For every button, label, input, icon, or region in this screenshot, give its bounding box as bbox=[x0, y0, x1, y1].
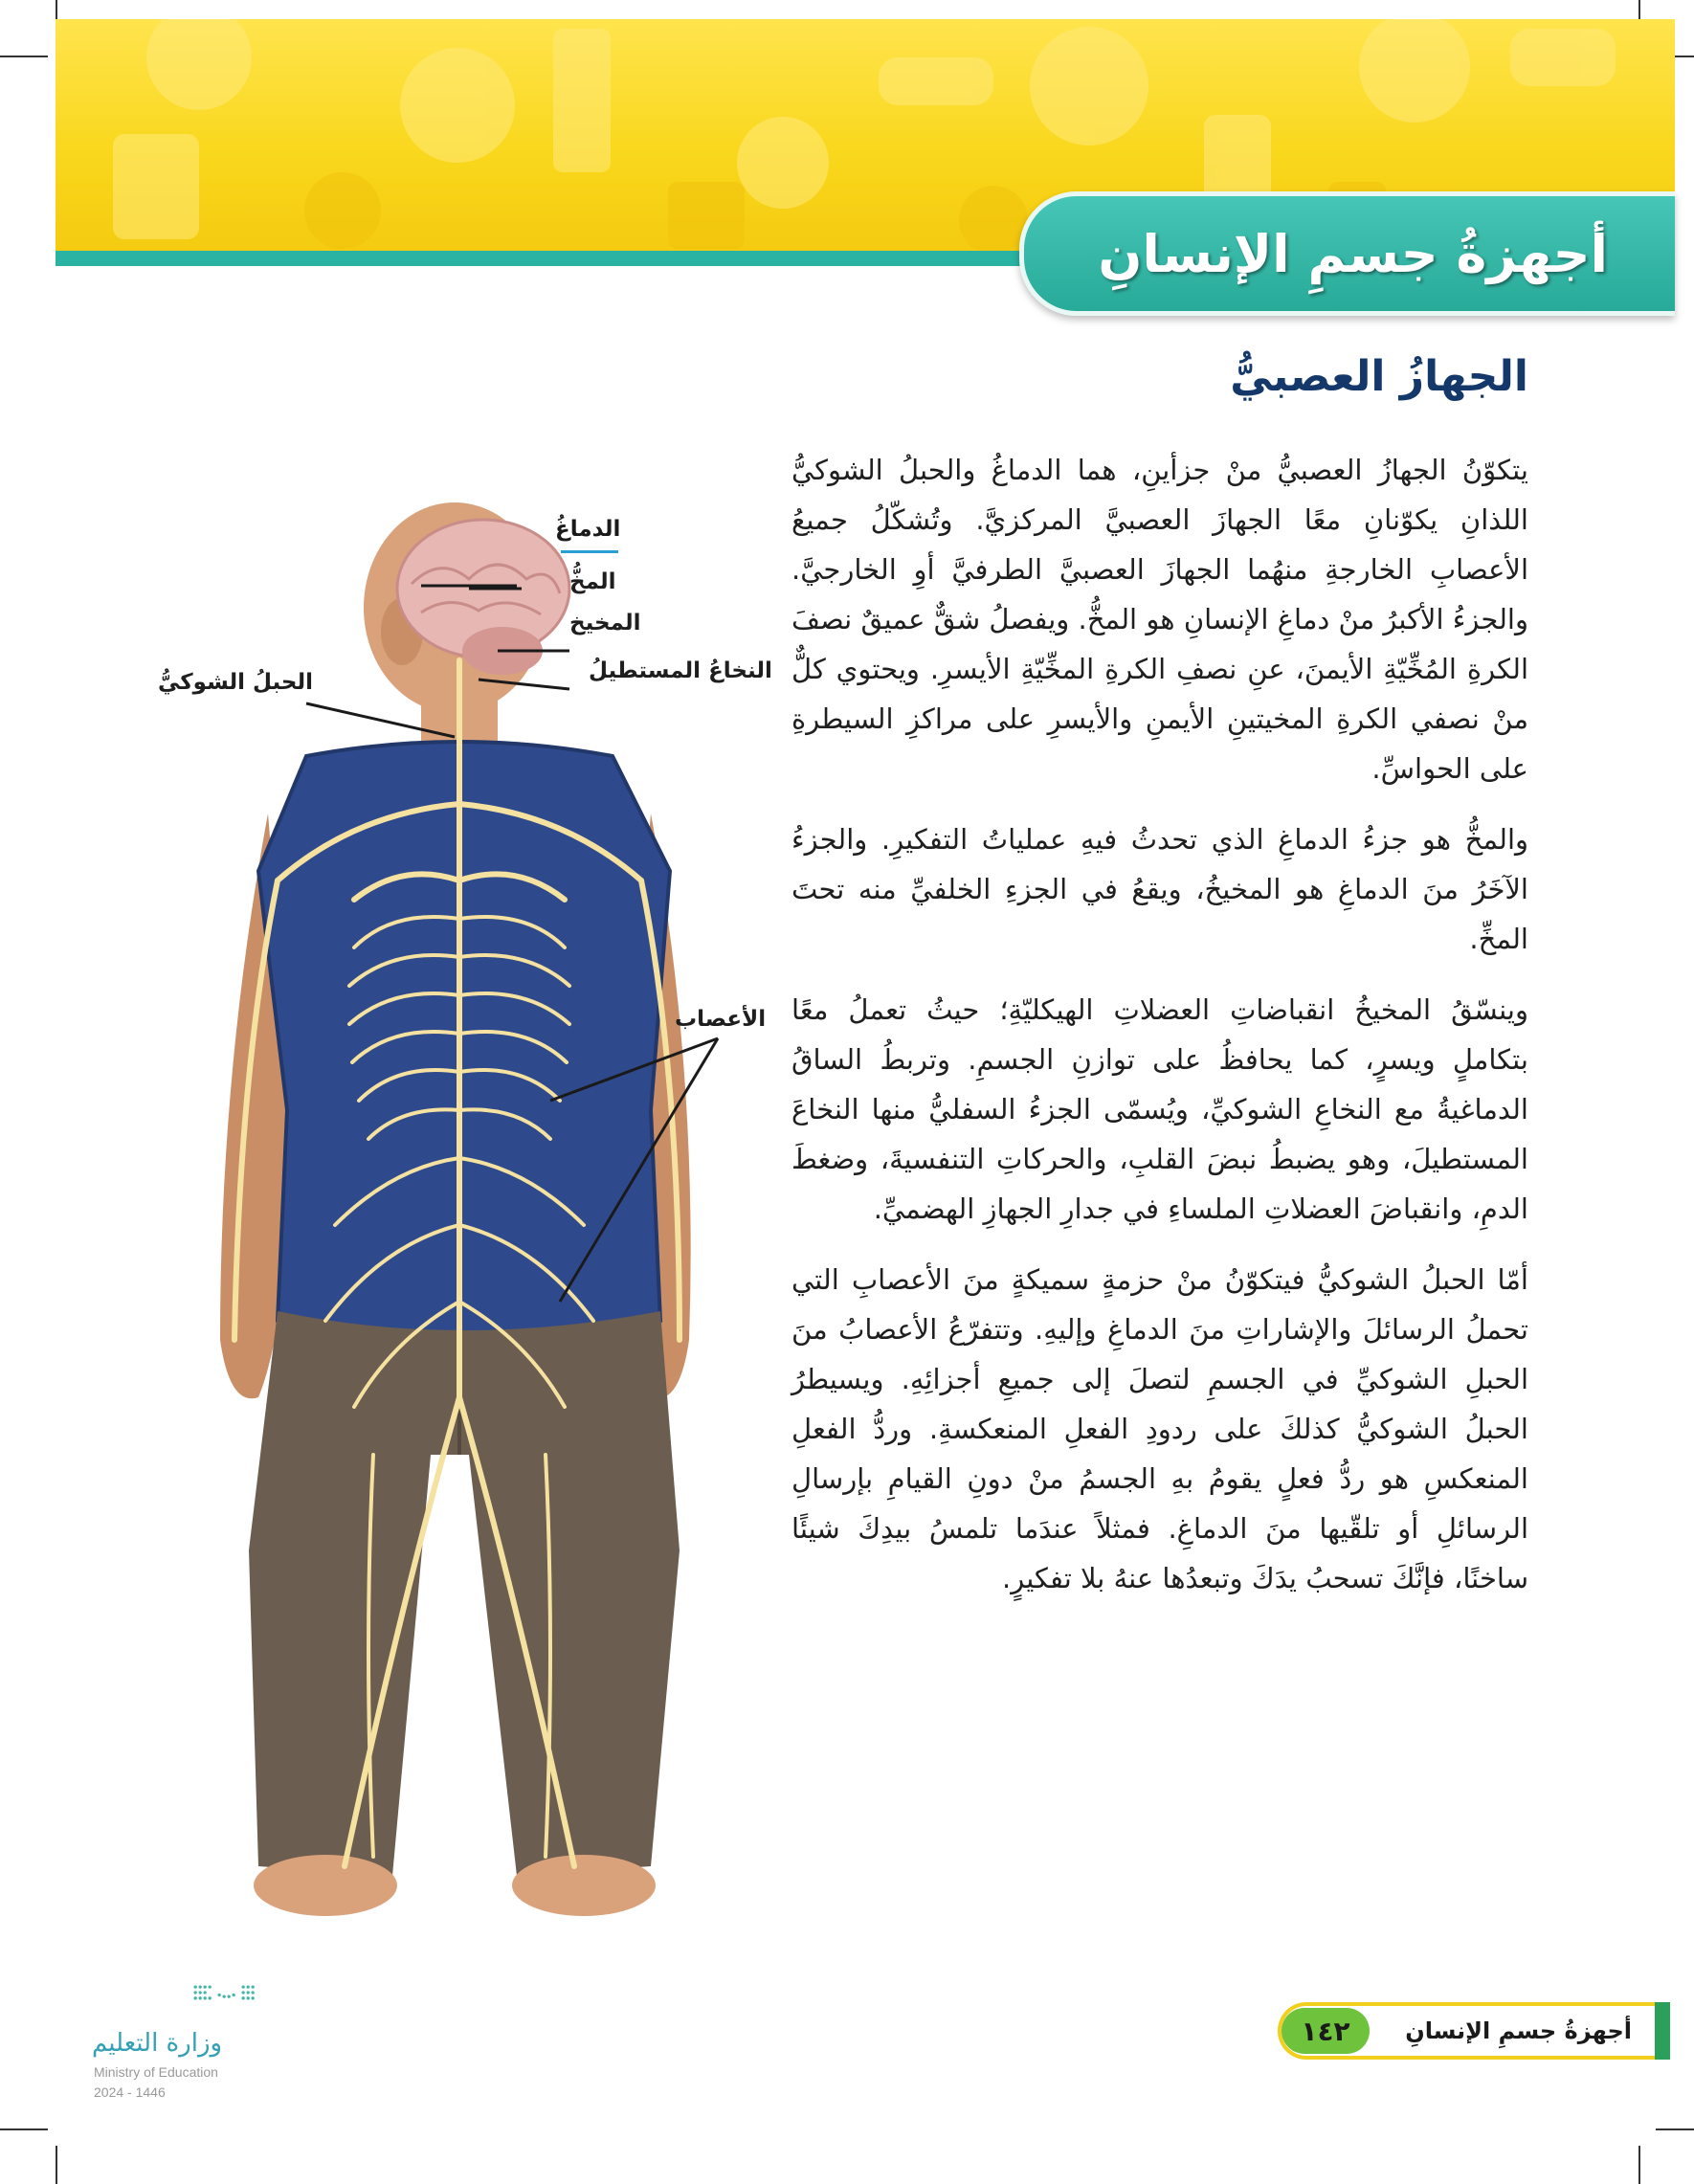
label-brain: الدماغُ bbox=[555, 517, 621, 542]
label-medulla: النخاعُ المستطيلُ bbox=[589, 658, 772, 683]
ministry-logo bbox=[163, 1983, 316, 2031]
crop-mark bbox=[0, 56, 48, 57]
human-body-illustration bbox=[115, 498, 785, 1943]
crop-mark bbox=[1656, 2128, 1694, 2130]
body-text bbox=[791, 445, 1528, 1624]
footer-accent-bar bbox=[1655, 2002, 1670, 2060]
footer-chapter-tab bbox=[1278, 2002, 1670, 2060]
paragraph: يتكوّنُ الجهازُ العصبيُّ منْ جزأينِ، هما الدماغُ والحبلُ الشوكيُّ اللذانِ يكوّنانِ معًا الجهازَ العصبيَّ المركزيَّ. وتُشكّلُ جميعُ الأعصابِ الخارجةِ منهُما الجهازَ العصبيَّ الطرفيَّ أوِ الخارجيَّ. والجزءُ الأكبرُ منْ دماغِ الإنسانِ هو المخُّ. ويفصلُ شقٌّ عميقٌ نصفَ الكرةِ المُخِّيّةِ الأيمنَ، عنِ نصفِ الكرةِ المخِّيّةِ الأيسرِ. ويحتوي كلٌّ منْ نصفي الكرةِ المخيتينِ الأيمنِ والأيسرِ على مراكزِ السيطرةِ على الحواسِّ. bbox=[791, 454, 1528, 785]
ministry-name-en: Ministry of Education bbox=[94, 2064, 218, 2080]
paragraph: والمخُّ هو جزءُ الدماغِ الذي تحدثُ فيهِ عملياتُ التفكيرِ. والجزءُ الآخَرُ منَ الدماغِ هو المخيخُ، ويقعُ في الجزءِ الخلفيِّ منه تحتَ المخِّ. bbox=[791, 823, 1528, 955]
ministry-year: 2024 - 1446 bbox=[94, 2084, 166, 2100]
crop-mark bbox=[1638, 2146, 1640, 2184]
footer-chapter-title: أجهزةُ جسمِ الإنسانِ bbox=[1405, 2017, 1632, 2044]
chapter-title-tab bbox=[1019, 191, 1675, 316]
section-heading: الجهازُ العصبيُّ bbox=[1230, 352, 1528, 401]
nervous-system-figure bbox=[115, 498, 785, 1943]
crop-mark bbox=[0, 2128, 48, 2130]
crop-mark bbox=[56, 2146, 57, 2184]
paragraph: وينسّقُ المخيخُ انقباضاتِ العضلاتِ الهيكليّةِ؛ حيثُ تعملُ معًا بتكاملٍ ويسرٍ، كما يحافظُ على توازنِ الجسمِ. وتربطُ الساقُ الدماغيةُ مع النخاعِ الشوكيِّ، ويُسمّى الجزءُ السفليُّ منها النخاعَ المستطيلَ، وهو يضبطُ نبضَ القلبِ، والحركاتِ التنفسيةَ، وضغطَ الدمِ، وانقباضَ العضلاتِ الملساءِ في جدارِ الجهازِ الهضميِّ. bbox=[791, 993, 1528, 1225]
page-number: ١٤٢ bbox=[1282, 2008, 1370, 2054]
label-spinal-cord: الحبلُ الشوكيُّ bbox=[158, 670, 314, 695]
ministry-name-ar: وزارة التعليم bbox=[92, 2029, 223, 2058]
label-cerebellum: المخيخ bbox=[569, 611, 641, 635]
chapter-title: أجهزةُ جسمِ الإنسانِ bbox=[1098, 223, 1608, 284]
label-nerves: الأعصاب bbox=[675, 1007, 767, 1032]
label-cerebrum: المخُّ bbox=[569, 569, 616, 594]
brain-label-underline bbox=[561, 550, 618, 553]
paragraph: أمّا الحبلُ الشوكيُّ فيتكوّنُ منْ حزمةٍ سميكةٍ منَ الأعصابِ التي تحملُ الرسائلَ والإشاراتِ منَ الدماغِ وإليهِ. وتتفرّعُ الأعصابُ منَ الحبلِ الشوكيِّ في الجسمِ لتصلَ إلى جميعِ أجزائِهِ. ويسيطرُ الحبلُ الشوكيُّ كذلكَ على ردودِ الفعلِ المنعكسةِ. وردُّ الفعلِ المنعكسِ هو ردُّ فعلٍ يقومُ بهِ الجسمُ منْ دونِ القيامِ بإرسالِ الرسائلِ أو تلقّيها منَ الدماغِ. فمثلاً عندَما تلمسُ بيدِكَ شيئًا ساخنًا، فإنَّكَ تسحبُ يدَكَ وتبعدُها عنهُ بلا تفكيرٍ. bbox=[791, 1263, 1528, 1594]
